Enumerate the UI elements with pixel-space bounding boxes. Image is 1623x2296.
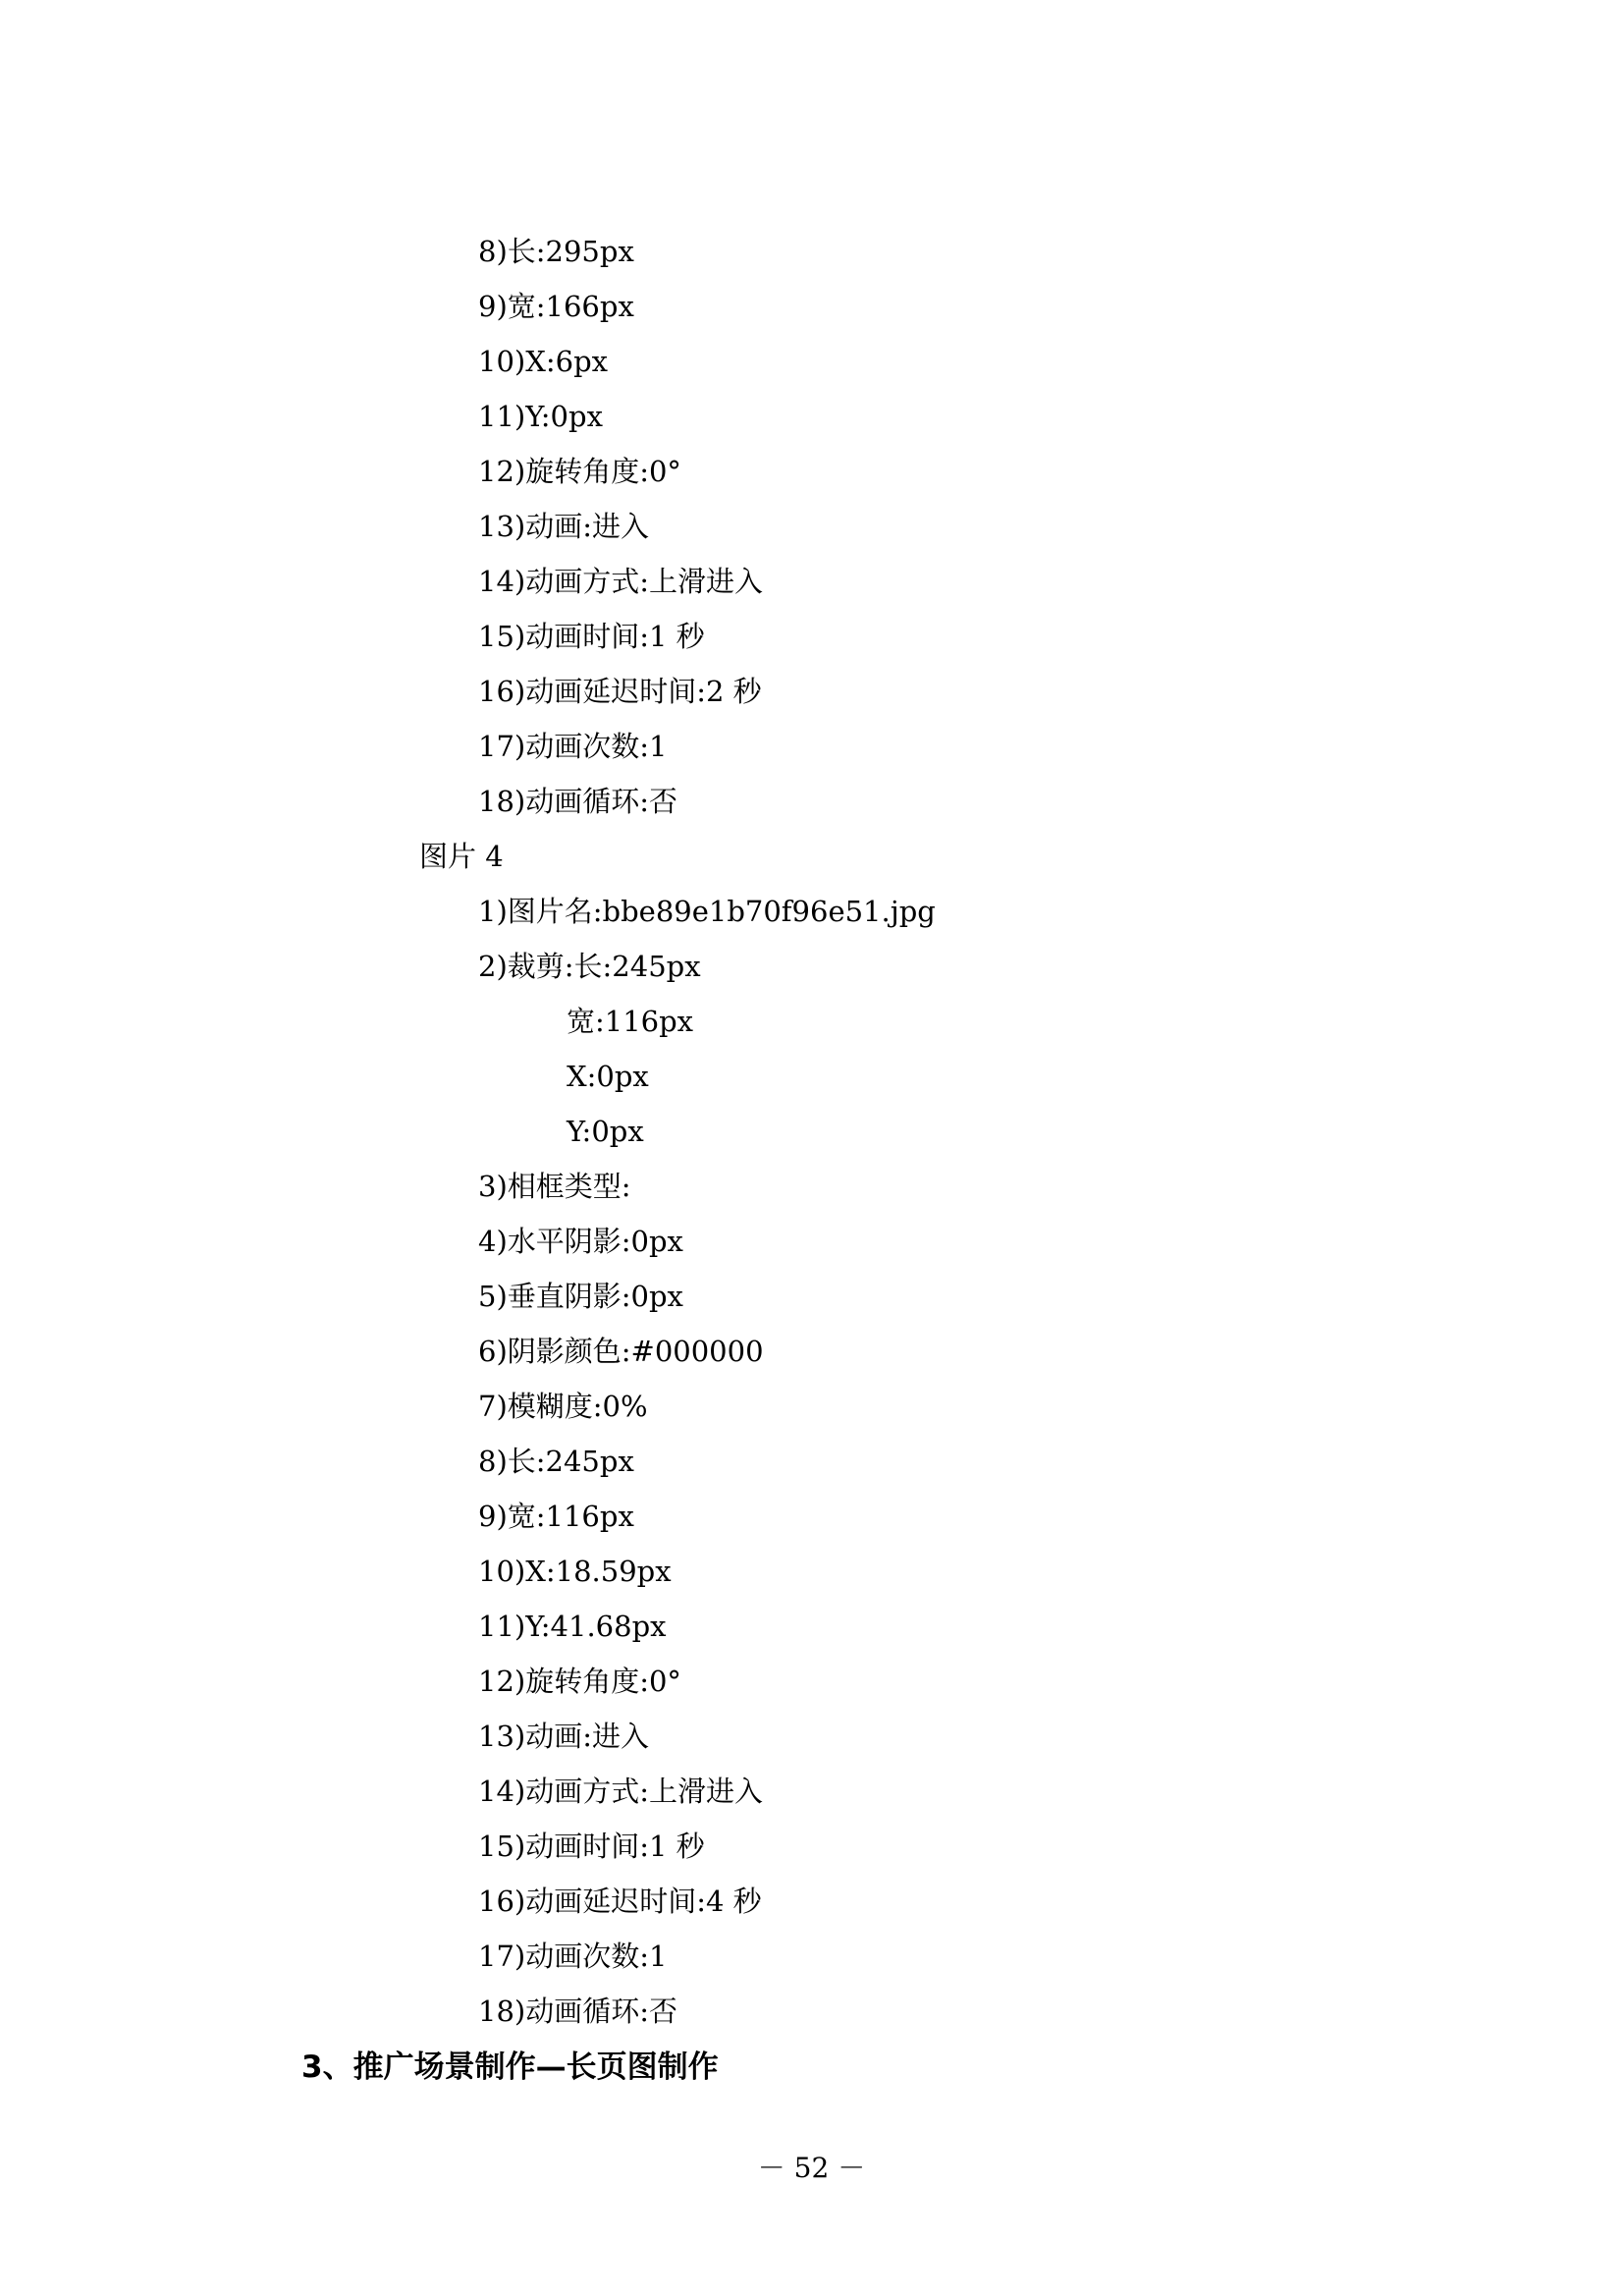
list-item: 18)动画循环:否 <box>478 1995 677 2028</box>
list-item: 15)动画时间:1 秒 <box>478 1830 705 1863</box>
list-item: 17)动画次数:1 <box>478 1940 668 1973</box>
section-title: 图片 4 <box>419 840 504 873</box>
list-item: 18)动画循环:否 <box>478 785 677 818</box>
list-item: 1)图片名:bbe89e1b70f96e51.jpg <box>478 895 936 928</box>
list-item: 11)Y:41.68px <box>478 1610 667 1643</box>
list-item: 13)动画:进入 <box>478 510 649 543</box>
list-item: 10)X:18.59px <box>478 1555 672 1588</box>
list-item: 7)模糊度:0% <box>478 1390 648 1423</box>
list-item: 5)垂直阴影:0px <box>478 1280 683 1313</box>
section-heading: 3、推广场景制作—长页图制作 <box>301 2050 719 2085</box>
list-item: 15)动画时间:1 秒 <box>478 620 705 653</box>
list-item: 3)相框类型: <box>478 1170 631 1203</box>
list-item: 17)动画次数:1 <box>478 730 668 763</box>
list-item: 11)Y:0px <box>478 400 603 433</box>
list-item: 4)水平阴影:0px <box>478 1225 683 1258</box>
page-number: － 52 － <box>757 2152 866 2184</box>
list-item: 9)宽:166px <box>478 290 634 323</box>
list-item: 14)动画方式:上滑进入 <box>478 565 763 598</box>
list-item: 12)旋转角度:0° <box>478 455 681 488</box>
list-item: 9)宽:116px <box>478 1500 634 1533</box>
crop-sub-item: 宽:116px <box>567 1005 694 1038</box>
list-item: 8)长:295px <box>478 235 634 268</box>
crop-sub-item: Y:0px <box>567 1115 644 1148</box>
list-item: 6)阴影颜色:#000000 <box>478 1335 764 1368</box>
list-item: 10)X:6px <box>478 345 609 378</box>
list-item: 2)裁剪:长:245px <box>478 950 701 983</box>
crop-sub-item: X:0px <box>567 1060 649 1093</box>
list-item: 8)长:245px <box>478 1445 634 1478</box>
list-item: 14)动画方式:上滑进入 <box>478 1775 763 1808</box>
list-item: 16)动画延迟时间:2 秒 <box>478 675 762 708</box>
list-item: 12)旋转角度:0° <box>478 1665 681 1698</box>
list-item: 13)动画:进入 <box>478 1720 649 1753</box>
list-item: 16)动画延迟时间:4 秒 <box>478 1885 762 1918</box>
